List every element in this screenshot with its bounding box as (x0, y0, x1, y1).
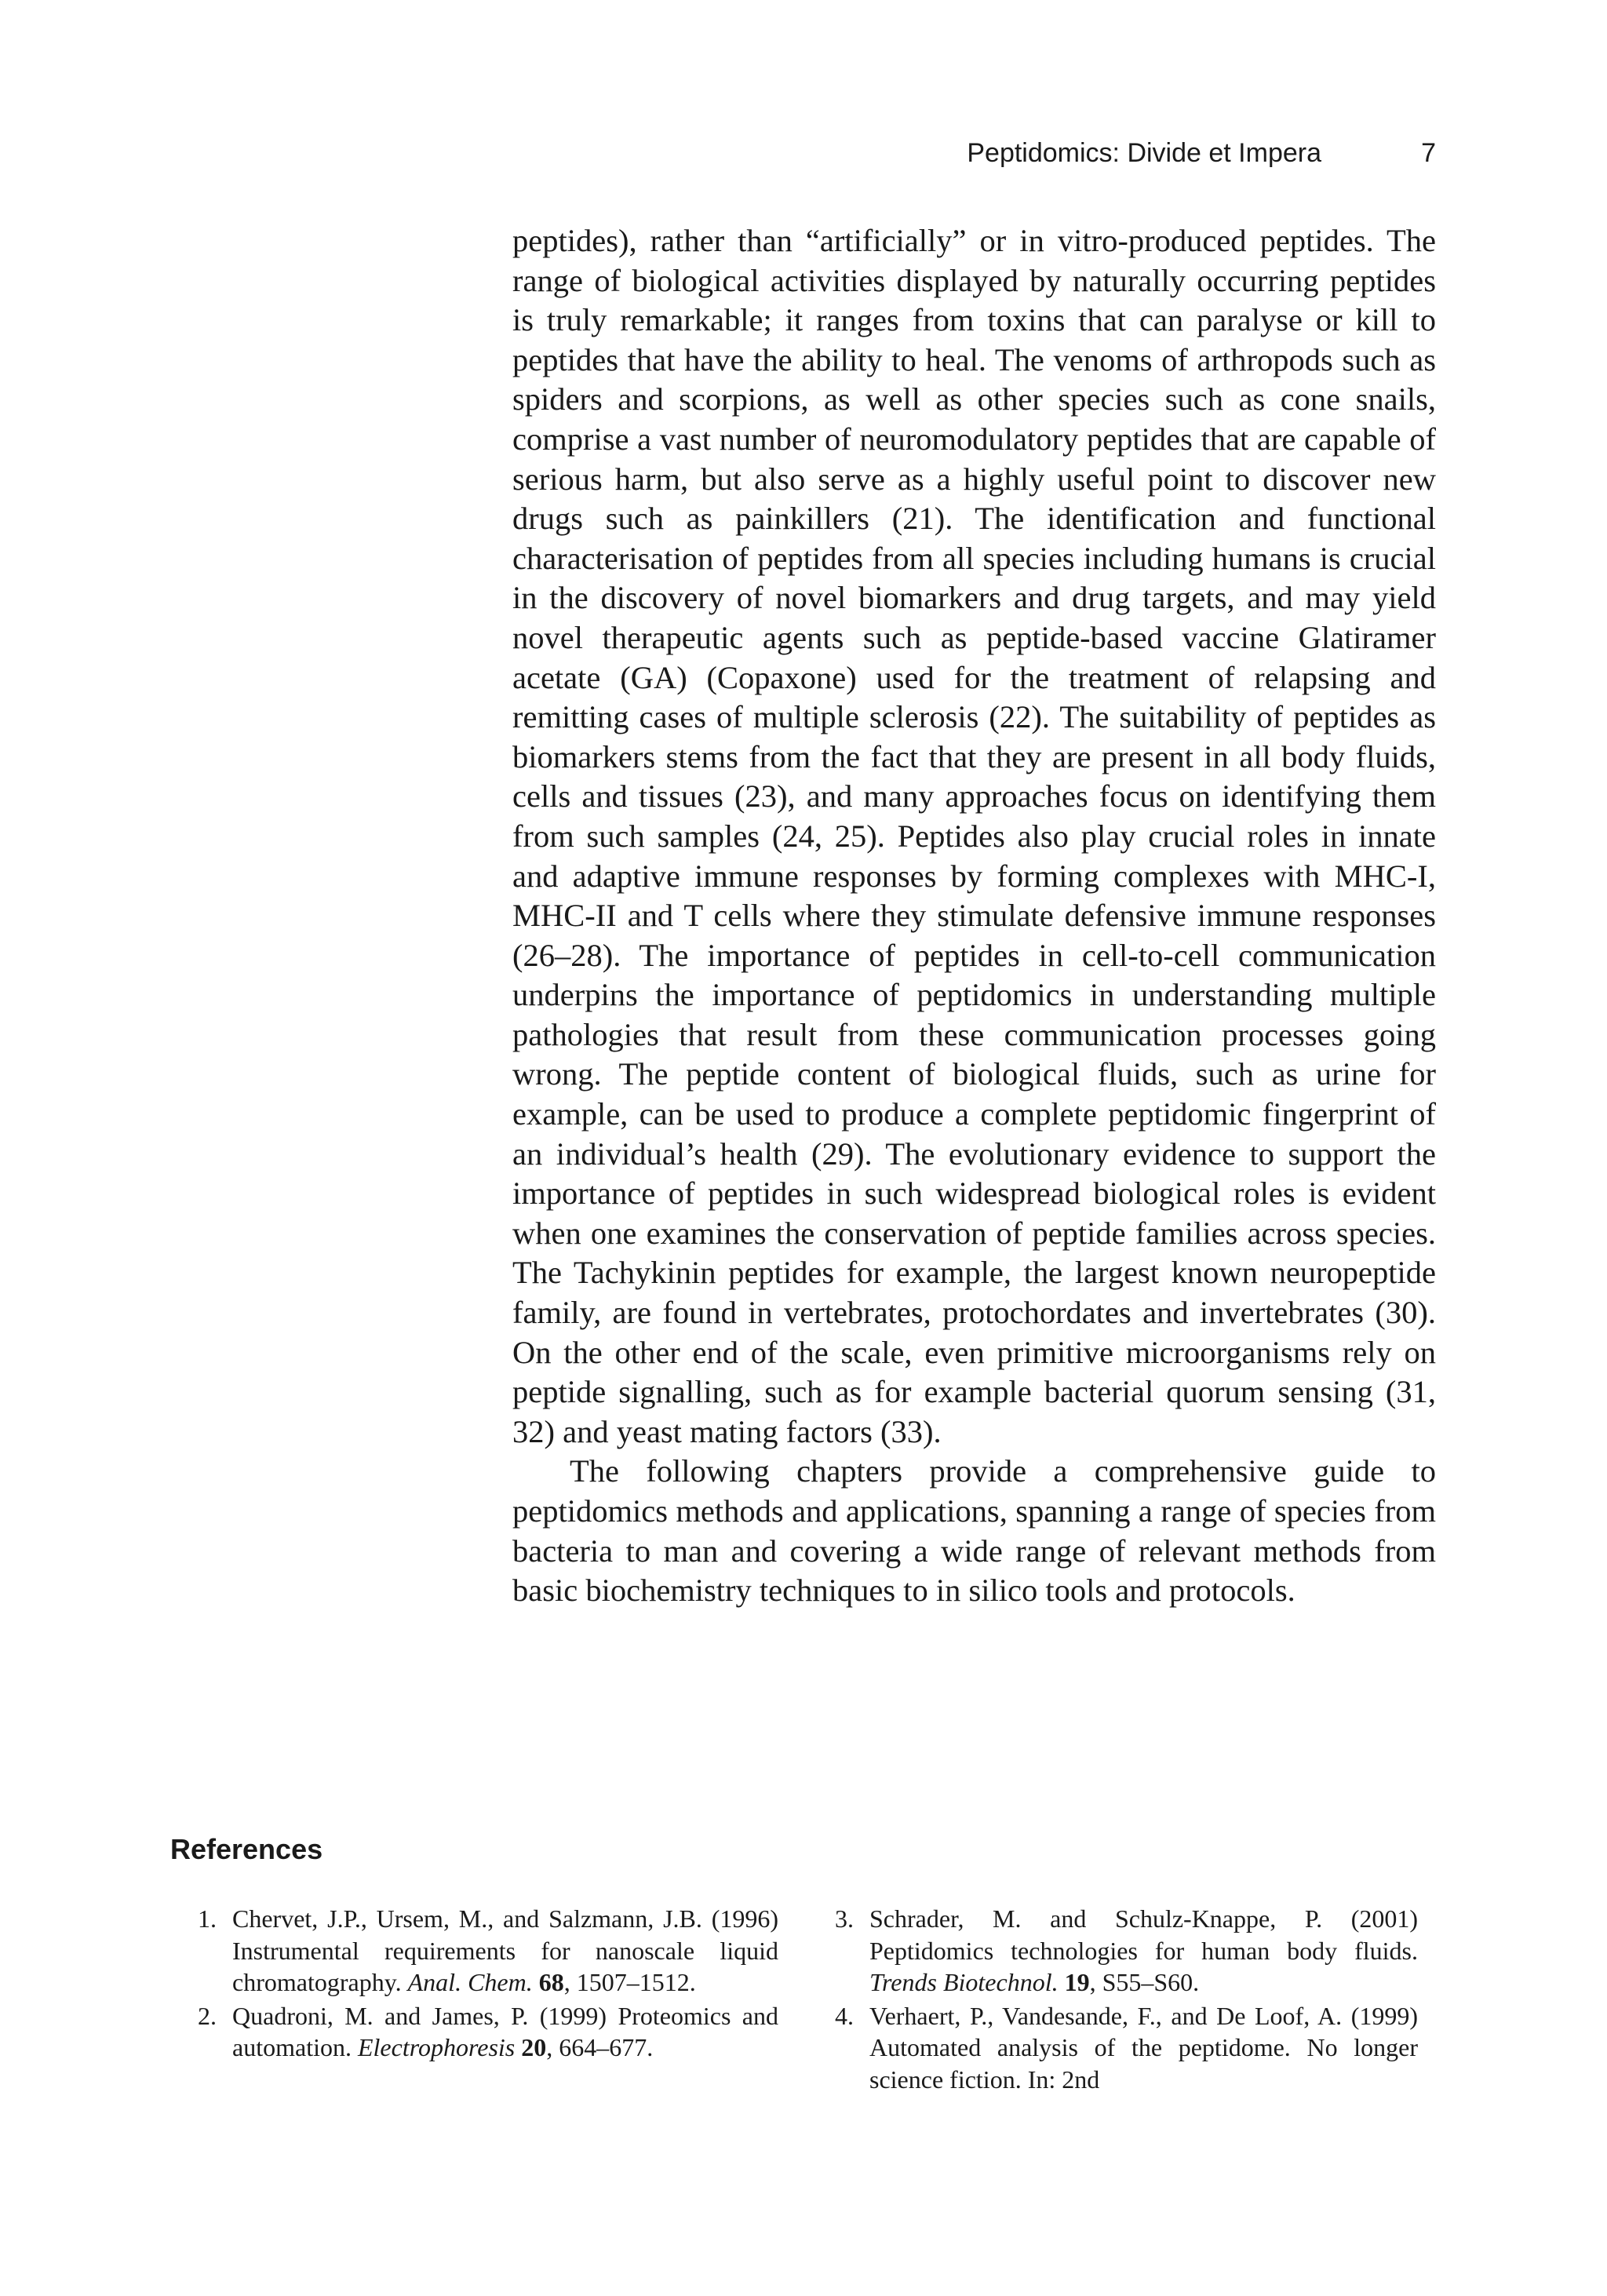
reference-volume: 20 (521, 2033, 547, 2061)
reference-pages: , S55–S60. (1089, 1968, 1200, 1996)
body-text (512, 221, 1436, 1611)
reference-authors-title: Schrader, M. and Schulz-Knappe, P. (2001) Peptidomics technologies for human body fluids. (869, 1904, 1418, 1965)
body-paragraph-2: The following chapters provide a comprehensive guide to peptidomics methods and applications, spanning a range of species from bacteria to man and covering a wide range of relevant methods from basic biochemistry techniques to in silico tools and protocols. (512, 1453, 1436, 1609)
reference-item-3 (822, 1903, 1418, 1999)
references-column-right (822, 1903, 1418, 2097)
reference-item-2 (185, 2000, 778, 2064)
references-column-left (185, 1903, 778, 2065)
references-heading: References (170, 1833, 323, 1865)
reference-pages: , 1507–1512. (563, 1968, 696, 1996)
reference-authors-title: Chervet, J.P., Ursem, M., and Salzmann, J.B. (1996) Instrumental requirements for nanoscale liquid chromatography. (232, 1904, 778, 1996)
reference-volume: 19 (1064, 1968, 1090, 1996)
reference-number: 2. (198, 2001, 217, 2030)
reference-text (232, 1903, 778, 1999)
reference-number: 1. (198, 1904, 217, 1933)
body-paragraph-1: peptides), rather than “artificially” or in vitro-produced peptides. The range of biological activities displayed by naturally occurring peptides is truly remarkable; it ranges from toxins that can paralyse or kill to peptides that have the ability to heal. The venoms of arthropods such as spiders and scorpions, as well as other species such as cone snails, comprise a vast number of neuromodulatory peptides that are capable of serious harm, but also serve as a highly useful point to discover new drugs such as painkillers (21). The identification and functional characterisation of peptides from all species including humans is crucial in the discovery of novel biomarkers and drug targets, and may yield novel therapeutic agents such as peptide-based vaccine Glatiramer acetate (GA) (Copaxone) used for the treatment of relapsing and remitting cases of multiple sclerosis (22). The suitability of peptides as biomarkers stems from the fact that they are present in all body fluids, cells and tissues (23), and many approaches focus on identifying them from such samples (24, 25). Peptides also play crucial roles in innate and adaptive immune responses by forming complexes with MHC-I, MHC-II and T cells where they stimulate defensive immune responses (26–28). The importance of peptides in cell-to-cell communication underpins the importance of peptidomics in understanding multiple pathologies that result from these communication processes going wrong. The peptide content of biological fluids, such as urine for example, can be used to produce a complete peptidomic fingerprint of an individual’s health (29). The evolutionary evidence to support the importance of peptides in such widespread biological roles is evident when one examines the conservation of peptide families across species. The Tachykinin peptides for example, the largest known neuropeptide family, are found in vertebrates, protochordates and invertebrates (30). On the other end of the scale, even primitive microorganisms rely on peptide signalling, such as for example bacterial quorum sensing (31, 32) and yeast mating factors (33). (512, 223, 1436, 1449)
running-title: Peptidomics: Divide et Impera (967, 138, 1321, 168)
reference-item-4 (822, 2000, 1418, 2096)
running-head (863, 133, 1436, 173)
reference-journal: Electrophoresis (357, 2033, 516, 2061)
reference-text: Verhaert, P., Vandesande, F., and De Loof, A. (1999) Automated analysis of the peptidome. No longer science fiction. In: 2nd (869, 2001, 1418, 2094)
reference-authors-title: Quadroni, M. and James, P. (1999) Proteomics and automation. (232, 2001, 778, 2061)
reference-number: 4. (835, 2001, 854, 2030)
reference-journal: Anal. Chem. (407, 1968, 533, 1996)
reference-item-1 (185, 1903, 778, 1999)
reference-pages: , 664–677. (546, 2033, 654, 2061)
reference-journal: Trends Biotechnol. (869, 1968, 1059, 1996)
page-number: 7 (1421, 138, 1436, 168)
reference-number: 3. (835, 1904, 854, 1933)
reference-text (869, 1903, 1418, 1999)
reference-text (232, 2000, 778, 2064)
reference-volume: 68 (538, 1968, 564, 1996)
